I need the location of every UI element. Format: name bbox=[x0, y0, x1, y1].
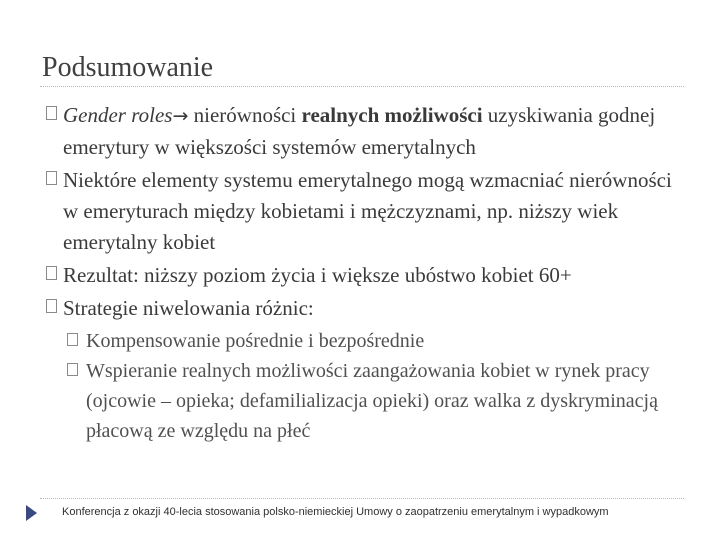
footer-text: Konferencja z okazji 40-lecia stosowania polsko-niemieckiej Umowy o zaopatrzeniu emerytalnym i wypadkowym bbox=[62, 506, 609, 518]
title-divider bbox=[40, 86, 684, 87]
bullet-list bbox=[46, 100, 686, 446]
footer-divider bbox=[40, 498, 684, 499]
bullet-item-result bbox=[46, 260, 686, 291]
square-bullet-icon bbox=[67, 333, 78, 346]
bullet-text-part: uzyskiwania godnej emerytury w większości systemów emerytalnych bbox=[63, 103, 656, 159]
bullet-text: Rezultat: niższy poziom życia i większe ubóstwo kobiet 60+ bbox=[63, 263, 572, 287]
sub-bullet-text: Wspieranie realnych możliwości zaangażowania kobiet w rynek pracy (ojcowie – opieka; defamilializacja opieki) oraz walka z dyskryminacją płacową ze względu na płeć bbox=[86, 360, 658, 442]
bullet-text: Niektóre elementy systemu emerytalnego mogą wzmacniać nierówności w emeryturach między kobietami i mężczyznami, np. niższy wiek emerytalny kobiet bbox=[63, 168, 672, 254]
bold-phrase: realnych możliwości bbox=[301, 103, 483, 127]
bullet-item-elements bbox=[46, 165, 686, 258]
square-bullet-icon bbox=[46, 299, 57, 313]
sub-bullet-item bbox=[64, 356, 686, 446]
bullet-item-gender-roles bbox=[46, 100, 686, 163]
bullet-text: Strategie niwelowania różnic: bbox=[63, 296, 314, 320]
right-arrow-icon: → bbox=[172, 105, 189, 127]
square-bullet-icon bbox=[67, 363, 78, 376]
sub-bullet-item bbox=[64, 326, 686, 356]
square-bullet-icon bbox=[46, 106, 57, 120]
gender-roles-term: Gender roles bbox=[63, 103, 173, 127]
bullet-text-part: nierówności bbox=[188, 103, 302, 127]
triangle-arrow-icon bbox=[26, 505, 37, 521]
square-bullet-icon bbox=[46, 266, 57, 280]
sub-bullet-text: Kompensowanie pośrednie i bezpośrednie bbox=[86, 330, 425, 352]
bullet-item-strategies bbox=[46, 293, 686, 324]
square-bullet-icon bbox=[46, 171, 57, 185]
slide-title: Podsumowanie bbox=[42, 52, 214, 83]
